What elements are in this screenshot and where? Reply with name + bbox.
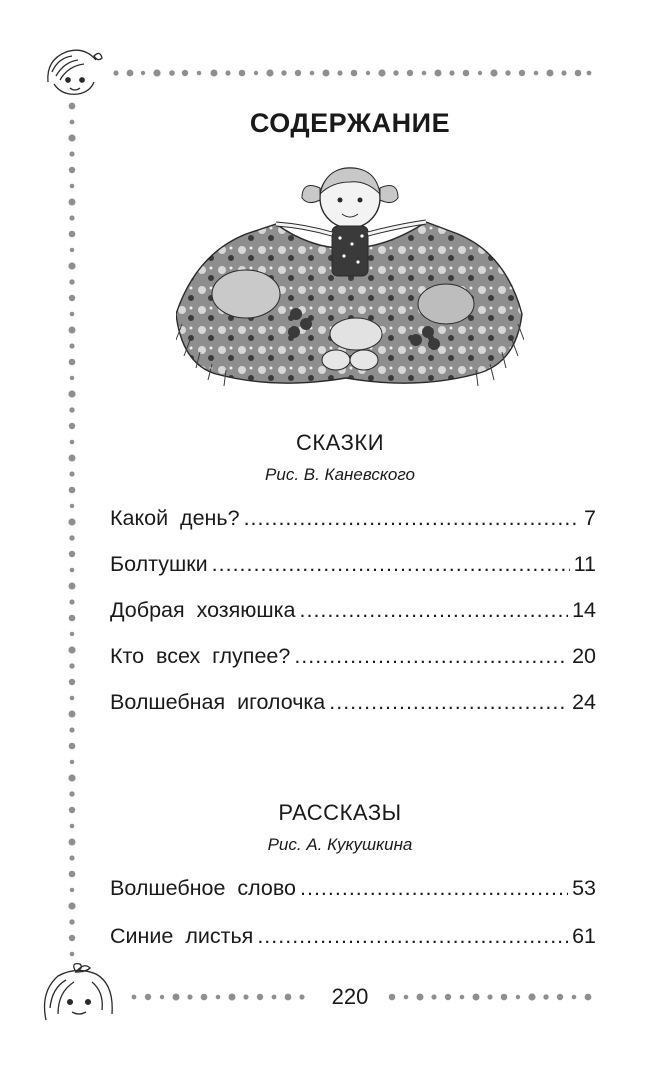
toc-entry-page: 53	[572, 876, 596, 900]
toc-entry-title: Болтушки	[110, 552, 208, 576]
toc-entry-page: 11	[573, 552, 596, 576]
toc-entry-page: 7	[584, 506, 596, 530]
toc-entry-title: Волшебное слово	[110, 876, 297, 900]
section-title: СКАЗКИ	[295, 430, 385, 455]
toc-entry-page: 14	[572, 598, 596, 622]
toc-entry-title: Синие листья	[110, 924, 254, 948]
top-dotted-border	[112, 66, 592, 80]
toc-entry-page: 61	[572, 924, 596, 948]
toc-entry[interactable]	[110, 690, 596, 715]
girl-with-shawl-illustration	[176, 164, 524, 390]
toc-entry-title: Добрая хозяюшка	[110, 598, 296, 622]
toc-leader-dots	[294, 644, 568, 669]
toc-entry-title: Кто всех глупее?	[110, 644, 291, 668]
section-credit: Рис. В. Каневского	[265, 465, 415, 484]
toc-entry[interactable]	[110, 506, 596, 531]
toc-entry-page: 24	[572, 690, 596, 714]
toc-entry[interactable]	[110, 876, 596, 901]
toc-leader-dots	[257, 924, 568, 949]
toc-entry-title: Волшебная иголочка	[110, 690, 326, 714]
toc-entry[interactable]	[110, 644, 596, 669]
girl-face-icon	[36, 958, 122, 1026]
section-title: РАССКАЗЫ	[278, 800, 402, 825]
girl-face-icon	[40, 42, 106, 108]
toc-leader-dots	[329, 690, 568, 715]
toc-entry-title: Какой день?	[110, 506, 240, 530]
toc-leader-dots	[244, 506, 580, 531]
page-title: СОДЕРЖАНИЕ	[249, 108, 451, 138]
toc-leader-dots	[300, 876, 568, 901]
left-dotted-border	[64, 100, 80, 970]
toc-entry[interactable]	[110, 598, 596, 623]
toc-leader-dots	[212, 552, 570, 577]
section-credit: Рис. А. Кукушкина	[267, 835, 413, 854]
toc-leader-dots	[300, 598, 569, 623]
page-number: 220	[331, 984, 369, 1009]
toc-entry[interactable]	[110, 924, 596, 949]
toc-entry-page: 20	[572, 644, 596, 668]
toc-entry[interactable]	[110, 552, 596, 577]
